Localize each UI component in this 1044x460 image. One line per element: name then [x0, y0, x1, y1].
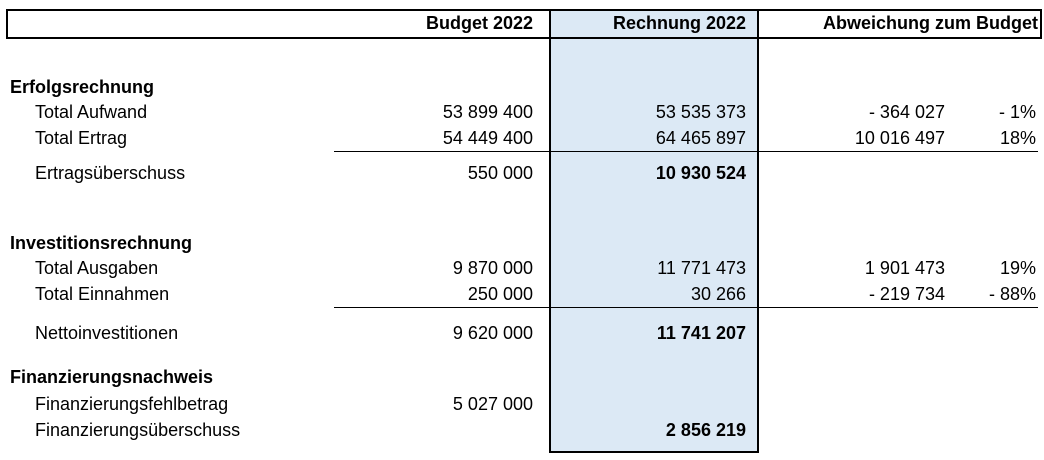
- header-abweichung: Abweichung zum Budget: [823, 13, 1038, 33]
- row-rechnung: 53 535 373: [655, 102, 746, 122]
- row-percent: - 88%: [988, 284, 1036, 304]
- header-right-border: [1040, 9, 1042, 39]
- total-label: Nettoinvestitionen: [35, 323, 179, 343]
- row-label: Finanzierungsfehlbetrag: [35, 394, 229, 414]
- header-budget: Budget 2022: [425, 13, 533, 33]
- header-left-border: [6, 9, 8, 39]
- rechnung-column-highlight: [549, 9, 759, 453]
- section-title-investitionsrechnung: Investitionsrechnung: [10, 233, 193, 253]
- row-percent: 18%: [999, 128, 1036, 148]
- row-budget: 53 899 400: [442, 102, 533, 122]
- total-rechnung: 11 741 207: [656, 323, 746, 343]
- row-budget: 5 027 000: [452, 394, 533, 414]
- row-percent: - 1%: [998, 102, 1036, 122]
- row-budget: 250 000: [467, 284, 533, 304]
- total-budget: 9 620 000: [452, 323, 533, 343]
- row-budget: 54 449 400: [442, 128, 533, 148]
- row-rechnung: 30 266: [690, 284, 746, 304]
- total-label: Ertragsüberschuss: [35, 163, 186, 183]
- total-rechnung: 2 856 219: [665, 420, 746, 440]
- section-title-erfolgsrechnung: Erfolgsrechnung: [10, 77, 155, 97]
- subtotal-line: [334, 307, 1038, 308]
- header-bottom-border: [6, 37, 1042, 39]
- row-abweichung: - 219 734: [868, 284, 945, 304]
- total-budget: 550 000: [467, 163, 533, 183]
- row-budget: 9 870 000: [452, 258, 533, 278]
- row-label: Total Ertrag: [35, 128, 128, 148]
- row-rechnung: 11 771 473: [657, 258, 746, 278]
- row-rechnung: 64 465 897: [655, 128, 746, 148]
- total-rechnung: 10 930 524: [655, 163, 746, 183]
- row-abweichung: 1 901 473: [864, 258, 945, 278]
- row-abweichung: - 364 027: [868, 102, 945, 122]
- row-label: Total Ausgaben: [35, 258, 159, 278]
- header-top-border: [6, 9, 1042, 11]
- section-title-finanzierungsnachweis: Finanzierungsnachweis: [10, 367, 214, 387]
- row-label: Total Einnahmen: [35, 284, 170, 304]
- row-abweichung: 10 016 497: [854, 128, 945, 148]
- row-label: Total Aufwand: [35, 102, 148, 122]
- subtotal-line: [334, 151, 1038, 152]
- row-label: Finanzierungsüberschuss: [35, 420, 241, 440]
- row-percent: 19%: [999, 258, 1036, 278]
- header-rechnung: Rechnung 2022: [612, 13, 746, 33]
